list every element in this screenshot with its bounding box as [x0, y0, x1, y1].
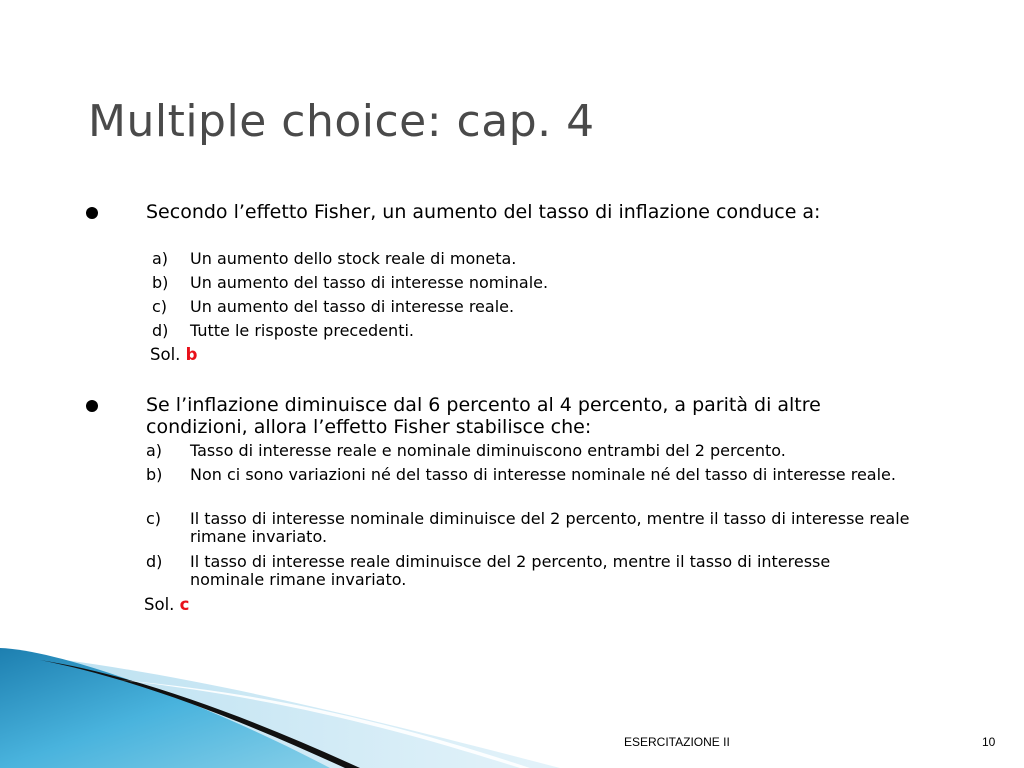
solution-label: Sol.: [144, 595, 175, 614]
option-text: Tasso di interesse reale e nominale diminuiscono entrambi del 2 percento.: [190, 441, 786, 460]
bullet-icon: [86, 400, 98, 412]
option-text: Non ci sono variazioni né del tasso di interesse nominale né del tasso di interesse reale.: [190, 465, 896, 484]
option-text: Un aumento del tasso di interesse nominale.: [190, 273, 549, 292]
option-marker: d): [152, 321, 169, 340]
option-text: Un aumento del tasso di interesse reale.: [190, 297, 515, 316]
question-text: Secondo l’effetto Fisher, un aumento del tasso di inflazione conduce a:: [146, 201, 821, 223]
option-marker: d): [146, 552, 163, 571]
option-text: Tutte le risposte precedenti.: [190, 321, 414, 340]
option-marker: c): [146, 509, 162, 528]
option-text: Il tasso di interesse reale diminuisce del 2 percento, mentre il tasso di interesse nominale rimane invariato.: [190, 552, 831, 589]
solution: [144, 595, 189, 615]
page-number: 10: [982, 735, 996, 749]
solution-label: Sol.: [150, 345, 181, 364]
option-marker: a): [146, 441, 163, 460]
slide-title: Multiple choice: cap. 4: [88, 96, 595, 147]
footer-label: ESERCITAZIONE II: [624, 735, 730, 749]
option-text: Un aumento dello stock reale di moneta.: [190, 249, 517, 268]
question-text: Se l’inflazione diminuisce dal 6 percento al 4 percento, a parità di altre condizioni, allora l’effetto Fisher stabilisce che:: [146, 394, 821, 438]
solution-answer: b: [185, 345, 198, 364]
option-text: Il tasso di interesse nominale diminuisce del 2 percento, mentre il tasso di interesse reale rimane invariato.: [190, 509, 910, 546]
option-marker: b): [146, 465, 163, 484]
option-marker: a): [152, 249, 169, 268]
solution: [150, 345, 197, 365]
bullet-icon: [86, 207, 98, 219]
solution-answer: c: [179, 595, 190, 614]
option-marker: b): [152, 273, 169, 292]
option-marker: c): [152, 297, 168, 316]
